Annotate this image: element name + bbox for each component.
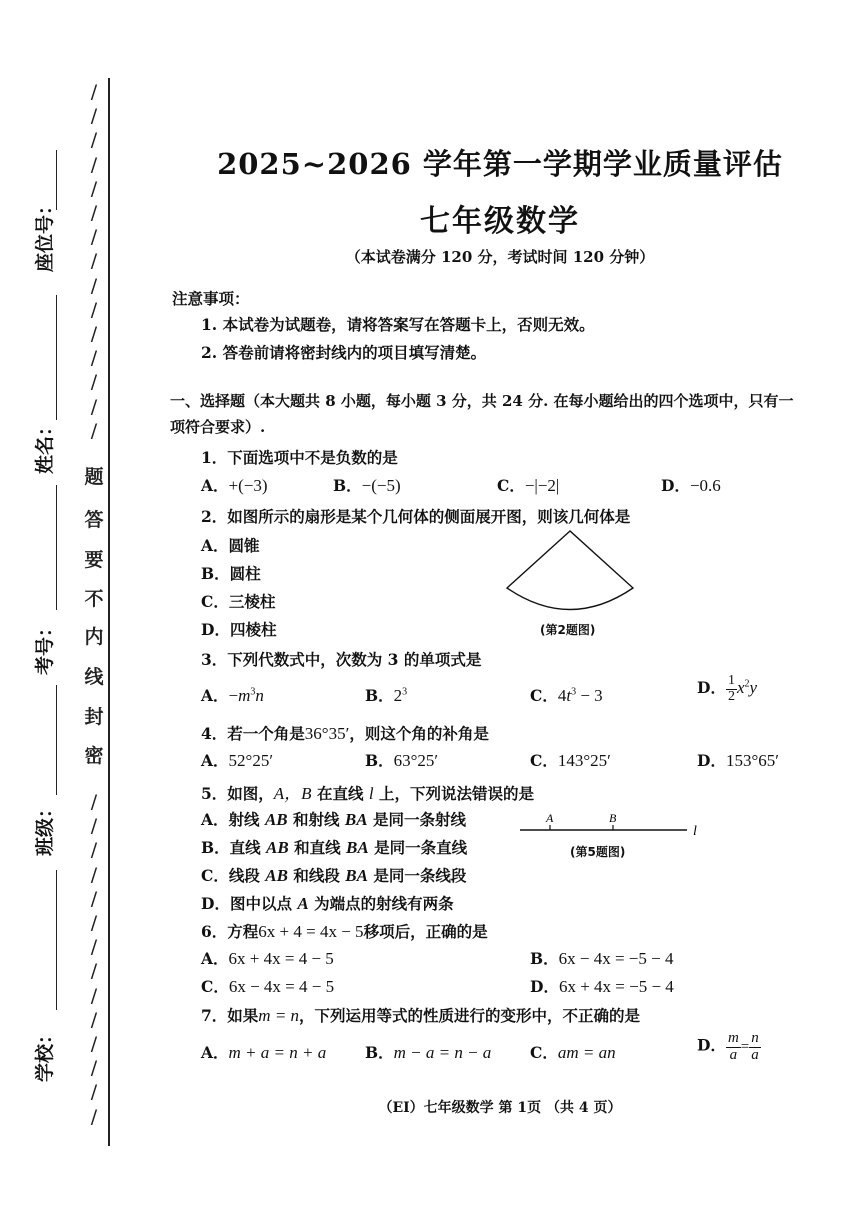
q1-option-a[interactable]: A．+(−3) bbox=[201, 476, 268, 495]
margin-slash: / bbox=[90, 153, 98, 176]
exam-title: 2025~2026 学年第一学期学业质量评估 bbox=[217, 147, 783, 181]
q4-stem: 4．若一个角是36°35′，则这个角的补角是 bbox=[201, 724, 489, 743]
line-figure bbox=[515, 808, 715, 838]
sector-figure bbox=[500, 528, 640, 620]
seal-char: 密 bbox=[84, 745, 104, 767]
q2-option-a[interactable]: A．圆锥 bbox=[201, 536, 260, 555]
class-blank[interactable] bbox=[56, 870, 57, 1010]
margin-slash: / bbox=[90, 274, 98, 297]
seat-gap-line bbox=[56, 295, 57, 420]
margin-slash: / bbox=[90, 226, 98, 249]
margin-slash: / bbox=[90, 129, 98, 152]
point-b-label: B bbox=[609, 811, 617, 825]
name-label: 姓名： bbox=[34, 416, 56, 474]
margin-slash: / bbox=[90, 1081, 98, 1104]
q2-stem: 2．如图所示的扇形是某个几何体的侧面展开图，则该几何体是 bbox=[201, 507, 631, 526]
seal-char: 答 bbox=[84, 509, 104, 531]
seal-char: 内 bbox=[84, 626, 104, 648]
q6-stem: 6．方程6x + 4 = 4x − 5移项后，正确的是 bbox=[201, 922, 488, 941]
margin-slash: / bbox=[90, 202, 98, 225]
margin-slash: / bbox=[90, 323, 98, 346]
seal-char: 不 bbox=[84, 588, 104, 610]
q4-option-a[interactable]: A．52°25′ bbox=[201, 751, 274, 770]
margin-slash: / bbox=[90, 419, 98, 442]
margin-slash: / bbox=[90, 791, 98, 813]
q7-stem: 7．如果m = n，下列运用等式的性质进行的变形中，不正确的是 bbox=[201, 1006, 641, 1025]
margin-slash: / bbox=[90, 1105, 98, 1128]
margin-slash: / bbox=[90, 177, 98, 200]
q6-option-a[interactable]: A．6x + 4x = 4 − 5 bbox=[201, 949, 334, 968]
q6-option-d[interactable]: D．6x + 4x = −5 − 4 bbox=[530, 977, 674, 996]
q3-stem: 3．下列代数式中，次数为 3 的单项式是 bbox=[201, 650, 482, 669]
margin-slash: / bbox=[90, 105, 98, 128]
margin-slash: / bbox=[90, 1033, 98, 1056]
exam-note: （本试卷满分 120 分，考试时间 120 分钟） bbox=[345, 248, 655, 266]
margin-slash: / bbox=[90, 298, 98, 321]
q1-stem: 1．下面选项中不是负数的是 bbox=[201, 448, 398, 467]
seat-number-label: 座位号： bbox=[34, 195, 56, 272]
q4-option-d[interactable]: D．153°65′ bbox=[697, 751, 779, 770]
notice-item: 1. 本试卷为试题卷，请将答案写在答题卡上，否则无效。 bbox=[201, 315, 595, 334]
class-label: 班级： bbox=[34, 798, 56, 856]
margin-slash: / bbox=[90, 887, 98, 910]
margin-slash: / bbox=[90, 1008, 98, 1031]
q2-option-b[interactable]: B．圆柱 bbox=[201, 564, 261, 583]
q5-caption: (第5题图) bbox=[570, 845, 626, 859]
notice-item: 2. 答卷前请将密封线内的项目填写清楚。 bbox=[201, 343, 487, 362]
q4-option-b[interactable]: B．63°25′ bbox=[365, 751, 439, 770]
section-heading: 一、选择题（本大题共 8 小题，每小题 3 分，共 24 分. 在每小题给出的四个选项中，只有一 bbox=[170, 392, 794, 410]
q7-option-c[interactable]: C．am = an bbox=[530, 1043, 616, 1062]
seal-char: 要 bbox=[84, 549, 104, 571]
q3-option-d[interactable]: D． $\frac{1}{2}$ $x^2y$ bbox=[697, 673, 758, 704]
exam-number-label: 考号： bbox=[34, 617, 56, 675]
margin-slash: / bbox=[90, 912, 98, 935]
notice-heading: 注意事项： bbox=[172, 289, 250, 308]
exam-number-blank[interactable] bbox=[56, 685, 57, 795]
q7-option-d[interactable]: D． $\frac{m}{a}$ = $\frac{n}{a}$ bbox=[697, 1030, 759, 1063]
q3-option-c[interactable]: C．$4t^3 - 3$ bbox=[530, 686, 603, 705]
q5-option-d[interactable]: D．图中以点 A 为端点的射线有两条 bbox=[201, 894, 454, 913]
margin-slash: / bbox=[90, 960, 98, 983]
q1-option-d[interactable]: D．−0.6 bbox=[661, 476, 721, 495]
section-heading-cont: 项符合要求）. bbox=[170, 418, 266, 436]
margin-slash: / bbox=[90, 371, 98, 394]
q6-option-b[interactable]: B．6x − 4x = −5 − 4 bbox=[530, 949, 674, 968]
school-label: 学校： bbox=[34, 1024, 56, 1082]
margin-slash: / bbox=[90, 250, 98, 273]
margin-slash: / bbox=[90, 984, 98, 1007]
margin-slash: / bbox=[90, 395, 98, 418]
margin-slash: / bbox=[90, 81, 98, 103]
margin-slash: / bbox=[90, 1057, 98, 1080]
q2-option-d[interactable]: D．四棱柱 bbox=[201, 620, 277, 639]
name-blank[interactable] bbox=[56, 485, 57, 610]
q1-option-c[interactable]: C．−|−2| bbox=[497, 476, 560, 495]
exam-subject: 七年级数学 bbox=[420, 204, 580, 239]
q3-option-b[interactable]: B．$2^3$ bbox=[365, 686, 408, 705]
q2-caption: (第2题图) bbox=[540, 623, 596, 637]
margin-slash: / bbox=[90, 936, 98, 959]
margin-slash: / bbox=[90, 839, 98, 862]
q2-option-c[interactable]: C．三棱柱 bbox=[201, 592, 276, 611]
q6-option-c[interactable]: C．6x − 4x = 4 − 5 bbox=[201, 977, 335, 996]
q5-option-c[interactable]: C．线段 AB 和线段 BA 是同一条线段 bbox=[201, 866, 467, 885]
margin-slash: / bbox=[90, 863, 98, 886]
q5-stem: 5．如图，A，B 在直线 l 上，下列说法错误的是 bbox=[201, 784, 535, 803]
seal-char: 线 bbox=[84, 666, 104, 688]
q1-option-b[interactable]: B．−(−5) bbox=[333, 476, 401, 495]
q5-option-b[interactable]: B．直线 AB 和直线 BA 是同一条直线 bbox=[201, 838, 468, 857]
q4-option-c[interactable]: C．143°25′ bbox=[530, 751, 611, 770]
margin-slash: / bbox=[90, 815, 98, 838]
q5-option-a[interactable]: A．射线 AB 和射线 BA 是同一条射线 bbox=[201, 810, 467, 829]
seal-char: 题 bbox=[84, 466, 104, 488]
line-l-label: l bbox=[693, 824, 697, 838]
seal-char: 封 bbox=[84, 706, 104, 728]
q3-option-a[interactable]: A．$-m^3n$ bbox=[201, 686, 264, 705]
point-a-label: A bbox=[546, 811, 554, 825]
page-footer: （EI）七年级数学 第 1页 （共 4 页） bbox=[378, 1100, 622, 1116]
margin-slash: / bbox=[90, 347, 98, 370]
margin-slashes-bottom bbox=[82, 790, 106, 1129]
q7-option-a[interactable]: A．m + a = n + a bbox=[201, 1043, 327, 1062]
q7-option-b[interactable]: B．m − a = n − a bbox=[365, 1043, 492, 1062]
